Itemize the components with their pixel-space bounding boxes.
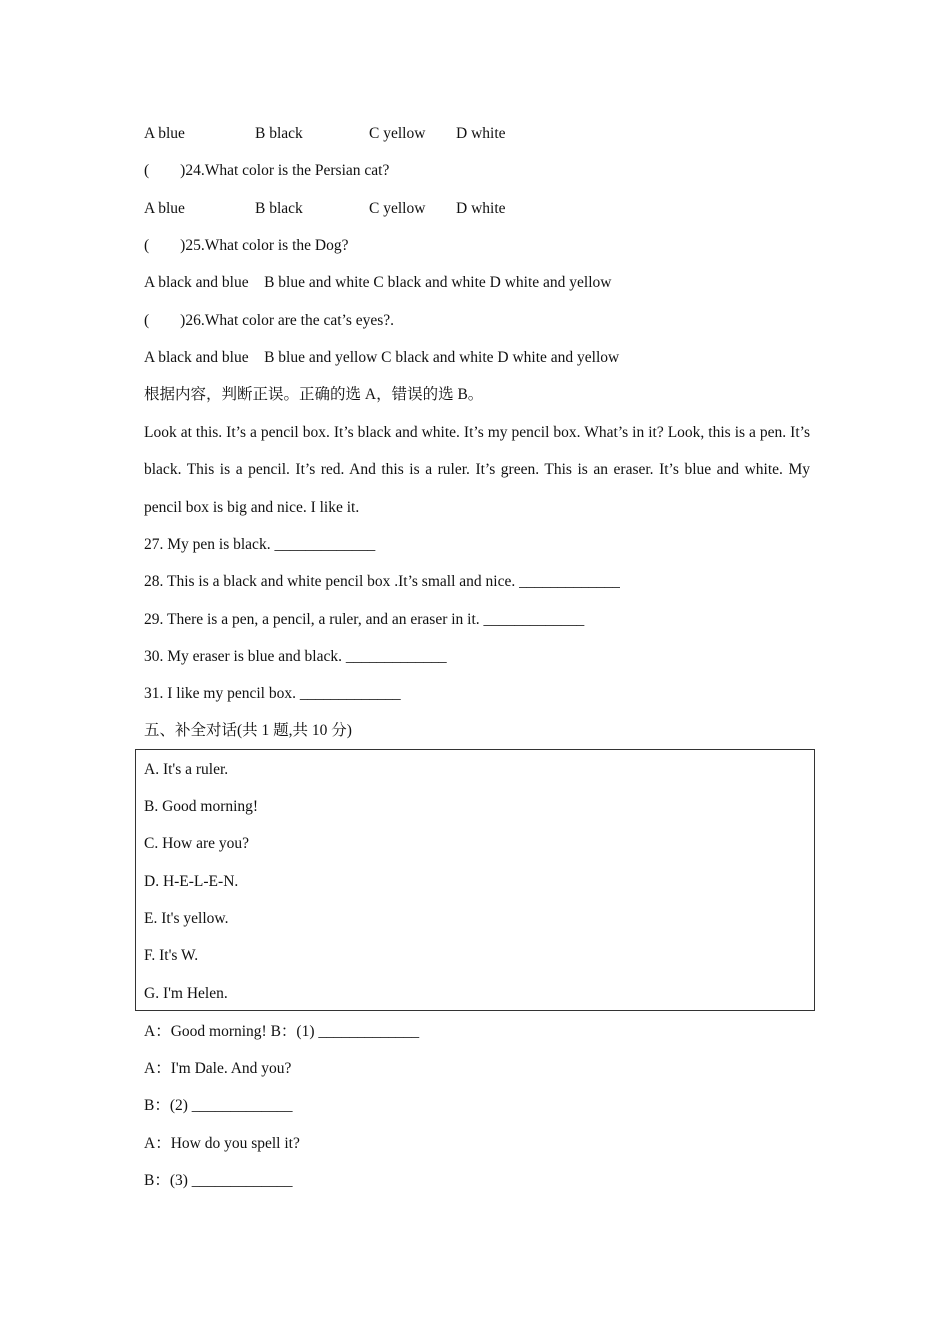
- judge-item-29: 29. There is a pen, a pencil, a ruler, and an eraser in it. _____________: [144, 611, 585, 628]
- dialog-options-box: [135, 749, 815, 1011]
- judge-instruction: 根据内容，判断正误。正确的选 A，错误的选 B。: [144, 386, 484, 403]
- dialog-line-3: B：(2) _____________: [144, 1097, 293, 1114]
- dialog-option-d: D. H-E-L-E-N.: [144, 873, 239, 890]
- judge-item-31: 31. I like my pencil box. _____________: [144, 685, 401, 702]
- dialog-option-c: C. How are you?: [144, 835, 250, 852]
- dialog-option-a: A. It's a ruler.: [144, 761, 229, 778]
- judge-item-30: 30. My eraser is blue and black. _____________: [144, 648, 447, 665]
- dialog-option-e: E. It's yellow.: [144, 910, 229, 927]
- dialog-line-4: A：How do you spell it?: [144, 1135, 300, 1152]
- q25-options: A black and blue B blue and white C black and white D white and yellow: [144, 274, 612, 291]
- q26-stem: ( )26.What color are the cat’s eyes?.: [144, 312, 395, 329]
- q24-stem: ( )24.What color is the Persian cat?: [144, 162, 390, 179]
- option-a: A blue: [144, 125, 185, 142]
- judge-item-27: 27. My pen is black. _____________: [144, 536, 376, 553]
- dialog-line-2: A：I'm Dale. And you?: [144, 1060, 292, 1077]
- option-d: D white: [456, 125, 506, 142]
- q26-options: A black and blue B blue and yellow C black and white D white and yellow: [144, 349, 620, 366]
- option-d: D white: [456, 200, 506, 217]
- option-b: B black: [255, 125, 303, 142]
- dialog-line-1: A：Good morning! B：(1) _____________: [144, 1023, 420, 1040]
- reading-passage: Look at this. It’s a pencil box. It’s black and white. It’s my pencil box. What’s in it? Look, this is a pen. It’s black. This is a pencil. It’s red. And this is a ruler. It’s green. This is an eraser. It’s blue and white. My pencil box is big and nice. I like it.: [144, 424, 810, 516]
- option-a: A blue: [144, 200, 185, 217]
- q25-stem: ( )25.What color is the Dog?: [144, 237, 349, 254]
- option-c: C yellow: [369, 200, 426, 217]
- dialog-option-f: F. It's W.: [144, 947, 199, 964]
- option-c: C yellow: [369, 125, 426, 142]
- option-b: B black: [255, 200, 303, 217]
- judge-item-28: 28. This is a black and white pencil box .It’s small and nice. _____________: [144, 573, 620, 590]
- dialog-option-g: G. I'm Helen.: [144, 985, 228, 1002]
- dialog-line-5: B：(3) _____________: [144, 1172, 293, 1189]
- dialog-option-b: B. Good morning!: [144, 798, 259, 815]
- section5-title: 五、补全对话(共 1 题,共 10 分): [144, 722, 352, 739]
